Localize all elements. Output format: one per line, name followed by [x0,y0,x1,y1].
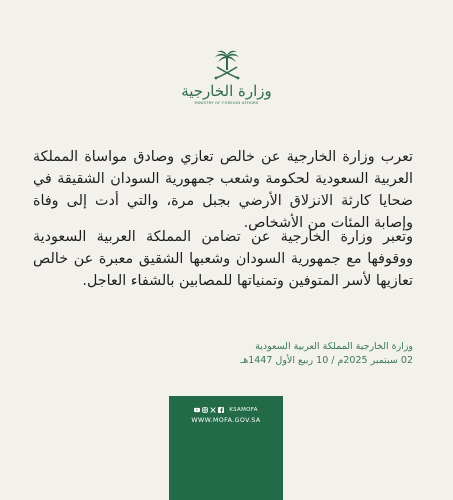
ministry-logo [0,48,453,105]
logo-arabic-text: وزارة الخارجية [181,82,272,100]
facebook-icon[interactable] [218,407,224,413]
instagram-icon[interactable] [202,407,208,413]
x-icon[interactable] [210,407,216,413]
signature-block [173,340,413,368]
social-row [169,406,283,414]
statement-date: 02 سبتمبر 2025م / 10 ربيع الأول 1447هـ [240,355,413,366]
logo-english-text: MINISTRY OF FOREIGN AFFAIRS [194,101,259,105]
statement-paragraph-1: تعرب وزارة الخارجية عن خالص تعازي وصادق مواساة المملكة العربية السعودية لحكومة وشعب جمهورية السودان الشقيقة في ضحايا كارثة الانزلاق الأرضي بجبل مرة، والتي أدت إلى وفاة وإصابة المئات من الأشخاص. [33,149,413,231]
youtube-icon[interactable] [194,407,200,413]
footer-box [169,396,283,500]
social-handle: KSAMOFA [229,407,258,413]
issuer-name: وزارة الخارجية المملكة العربية السعودية [255,341,413,352]
saudi-emblem-icon [210,48,244,82]
website-link[interactable]: WWW.MOFA.GOV.SA [191,417,261,424]
statement-paragraph-2: وتعبر وزارة الخارجية عن تضامن المملكة العربية السعودية ووقوفها مع جمهورية السودان وشعبها الشقيق معبرة عن خالص تعازيها لأسر المتوفين وتمنياتها للمصابين بالشفاء العاجل. [33,229,413,289]
